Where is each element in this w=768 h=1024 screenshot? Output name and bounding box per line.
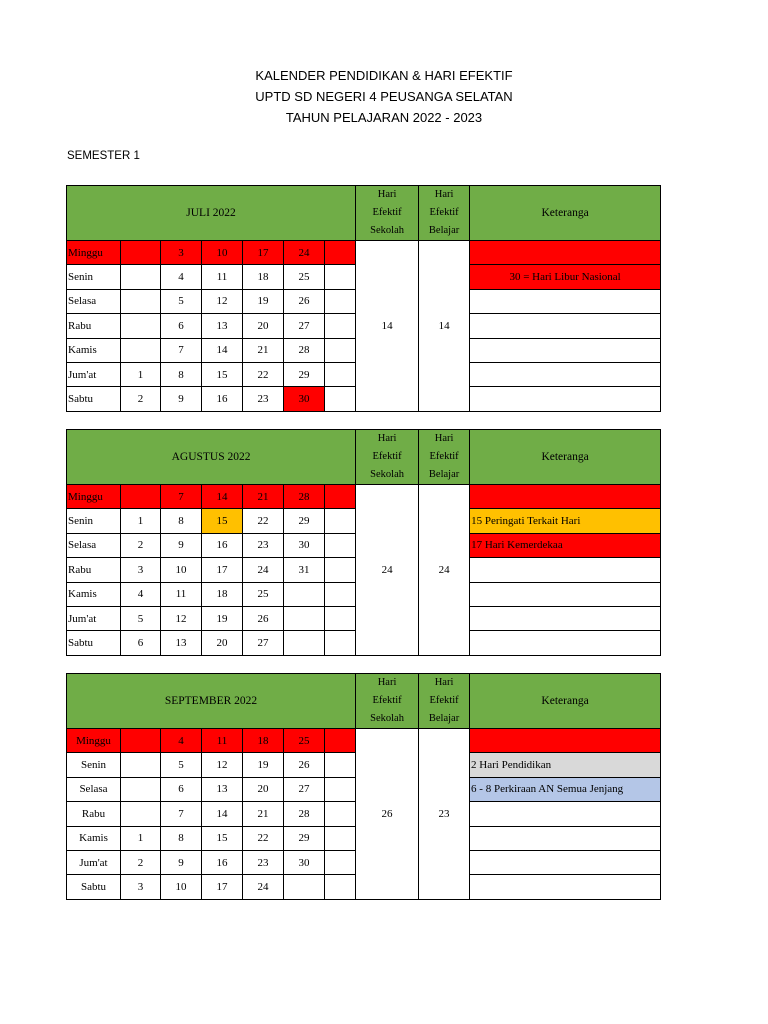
date-cell: 18	[243, 729, 284, 753]
date-cell	[325, 485, 356, 509]
date-cell: 20	[243, 314, 284, 338]
date-cell: 21	[243, 802, 284, 826]
day-name: Selasa	[67, 289, 121, 313]
note-cell	[470, 729, 661, 753]
date-cell: 6	[161, 777, 202, 801]
date-cell	[121, 485, 161, 509]
note-cell	[470, 875, 661, 899]
date-cell: 23	[243, 850, 284, 874]
day-name: Sabtu	[67, 631, 121, 655]
date-cell: 7	[161, 338, 202, 362]
date-cell: 22	[243, 362, 284, 386]
hari-efektif-sekolah-header: Hari Efektif Sekolah	[356, 674, 419, 729]
date-cell	[121, 289, 161, 313]
date-cell: 7	[161, 485, 202, 509]
note-cell	[470, 826, 661, 850]
date-cell: 5	[161, 289, 202, 313]
note-cell: 2 Hari Pendidikan	[470, 753, 661, 777]
date-cell: 10	[161, 558, 202, 582]
keterangan-header: Keteranga	[470, 186, 661, 241]
date-cell	[121, 802, 161, 826]
day-name: Rabu	[67, 314, 121, 338]
day-name: Rabu	[67, 802, 121, 826]
month-title: SEPTEMBER 2022	[67, 674, 356, 729]
date-cell: 22	[243, 509, 284, 533]
date-cell	[325, 289, 356, 313]
date-cell: 23	[243, 387, 284, 411]
date-cell	[325, 533, 356, 557]
date-cell: 19	[202, 606, 243, 630]
date-cell: 8	[161, 362, 202, 386]
date-cell: 1	[121, 362, 161, 386]
day-name: Kamis	[67, 338, 121, 362]
date-cell: 27	[284, 314, 325, 338]
date-cell: 2	[121, 850, 161, 874]
date-cell	[325, 362, 356, 386]
note-cell: 6 - 8 Perkiraan AN Semua Jenjang	[470, 777, 661, 801]
date-cell: 19	[243, 753, 284, 777]
day-name: Selasa	[67, 777, 121, 801]
note-cell	[470, 387, 661, 411]
date-cell: 31	[284, 558, 325, 582]
date-cell	[325, 606, 356, 630]
title-line-2: UPTD SD NEGERI 4 PEUSANGA SELATAN	[255, 89, 513, 104]
date-cell: 23	[243, 533, 284, 557]
date-cell	[325, 777, 356, 801]
note-cell	[470, 850, 661, 874]
date-cell: 17	[202, 875, 243, 899]
date-cell: 7	[161, 802, 202, 826]
hari-efektif-sekolah-value: 14	[356, 241, 419, 412]
note-cell: 17 Hari Kemerdekaa	[470, 533, 661, 557]
date-cell: 26	[243, 606, 284, 630]
date-cell: 26	[284, 289, 325, 313]
date-cell: 13	[161, 631, 202, 655]
date-cell	[325, 802, 356, 826]
hari-efektif-belajar-header: Hari Efektif Belajar	[419, 430, 470, 485]
date-cell: 3	[121, 875, 161, 899]
title-line-3: TAHUN PELAJARAN 2022 - 2023	[285, 110, 483, 125]
date-cell: 12	[161, 606, 202, 630]
note-cell	[470, 338, 661, 362]
date-cell: 1	[121, 826, 161, 850]
day-name: Senin	[67, 509, 121, 533]
date-cell: 15	[202, 362, 243, 386]
date-cell: 16	[202, 850, 243, 874]
date-cell: 9	[161, 387, 202, 411]
date-cell: 1	[121, 509, 161, 533]
date-cell: 19	[243, 289, 284, 313]
day-name: Selasa	[67, 533, 121, 557]
day-name: Jum'at	[67, 850, 121, 874]
date-cell: 25	[284, 729, 325, 753]
date-cell: 8	[161, 826, 202, 850]
date-cell: 8	[161, 509, 202, 533]
date-cell	[325, 338, 356, 362]
date-cell: 24	[243, 875, 284, 899]
day-name: Rabu	[67, 558, 121, 582]
date-cell	[325, 509, 356, 533]
date-cell: 21	[243, 338, 284, 362]
date-cell: 27	[284, 777, 325, 801]
date-cell: 30	[284, 387, 325, 411]
hari-efektif-belajar-header: Hari Efektif Belajar	[419, 186, 470, 241]
day-name: Jum'at	[67, 606, 121, 630]
day-name: Minggu	[67, 485, 121, 509]
date-cell: 20	[243, 777, 284, 801]
date-cell: 2	[121, 387, 161, 411]
date-cell: 16	[202, 387, 243, 411]
date-cell: 30	[284, 533, 325, 557]
date-cell: 13	[202, 314, 243, 338]
date-cell	[325, 826, 356, 850]
note-cell	[470, 485, 661, 509]
date-cell: 25	[284, 265, 325, 289]
header-row	[67, 674, 661, 729]
date-cell: 27	[243, 631, 284, 655]
date-cell: 9	[161, 850, 202, 874]
calendar-table-august	[66, 429, 661, 656]
date-cell: 12	[202, 753, 243, 777]
date-cell: 4	[161, 729, 202, 753]
date-cell: 24	[284, 241, 325, 265]
date-cell: 14	[202, 802, 243, 826]
date-cell	[325, 875, 356, 899]
date-cell	[284, 582, 325, 606]
calendar-table-september	[66, 673, 661, 900]
date-cell	[325, 753, 356, 777]
date-cell: 12	[202, 289, 243, 313]
date-cell	[325, 265, 356, 289]
date-cell	[121, 729, 161, 753]
semester-label: SEMESTER 1	[67, 150, 140, 162]
note-cell	[470, 606, 661, 630]
day-name: Senin	[67, 753, 121, 777]
date-cell: 28	[284, 485, 325, 509]
date-cell	[284, 606, 325, 630]
date-cell	[121, 241, 161, 265]
day-name: Minggu	[67, 241, 121, 265]
date-cell	[325, 631, 356, 655]
date-cell: 24	[243, 558, 284, 582]
hari-efektif-belajar-value: 23	[419, 729, 470, 900]
header-row	[67, 430, 661, 485]
header-row	[67, 186, 661, 241]
date-cell: 29	[284, 826, 325, 850]
date-cell: 28	[284, 802, 325, 826]
note-cell	[470, 289, 661, 313]
date-cell	[284, 631, 325, 655]
date-cell	[325, 387, 356, 411]
date-cell: 15	[202, 509, 243, 533]
date-cell: 21	[243, 485, 284, 509]
note-cell	[470, 582, 661, 606]
date-cell: 3	[161, 241, 202, 265]
hari-efektif-sekolah-header: Hari Efektif Sekolah	[356, 430, 419, 485]
hari-efektif-sekolah-header: Hari Efektif Sekolah	[356, 186, 419, 241]
date-cell	[325, 558, 356, 582]
date-cell	[121, 753, 161, 777]
date-cell: 18	[202, 582, 243, 606]
date-cell: 5	[161, 753, 202, 777]
date-cell	[121, 265, 161, 289]
hari-efektif-sekolah-value: 24	[356, 485, 419, 656]
date-cell: 3	[121, 558, 161, 582]
date-cell: 4	[121, 582, 161, 606]
table-row	[67, 241, 661, 265]
date-cell	[121, 777, 161, 801]
date-cell: 6	[121, 631, 161, 655]
date-cell	[325, 241, 356, 265]
date-cell: 11	[202, 265, 243, 289]
calendar-table-july	[66, 185, 661, 412]
date-cell	[325, 582, 356, 606]
date-cell	[121, 338, 161, 362]
day-name: Kamis	[67, 582, 121, 606]
note-cell	[470, 558, 661, 582]
date-cell	[325, 314, 356, 338]
date-cell: 11	[161, 582, 202, 606]
date-cell	[121, 314, 161, 338]
date-cell	[325, 729, 356, 753]
month-title: JULI 2022	[67, 186, 356, 241]
day-name: Sabtu	[67, 875, 121, 899]
date-cell: 22	[243, 826, 284, 850]
date-cell: 28	[284, 338, 325, 362]
note-cell	[470, 241, 661, 265]
date-cell: 15	[202, 826, 243, 850]
date-cell	[325, 850, 356, 874]
date-cell: 29	[284, 509, 325, 533]
date-cell: 13	[202, 777, 243, 801]
date-cell: 11	[202, 729, 243, 753]
date-cell: 25	[243, 582, 284, 606]
table-row	[67, 485, 661, 509]
day-name: Senin	[67, 265, 121, 289]
day-name: Minggu	[67, 729, 121, 753]
date-cell	[284, 875, 325, 899]
note-cell	[470, 362, 661, 386]
date-cell: 9	[161, 533, 202, 557]
note-cell	[470, 314, 661, 338]
hari-efektif-belajar-value: 24	[419, 485, 470, 656]
hari-efektif-belajar-header: Hari Efektif Belajar	[419, 674, 470, 729]
date-cell: 17	[243, 241, 284, 265]
hari-efektif-belajar-value: 14	[419, 241, 470, 412]
date-cell: 16	[202, 533, 243, 557]
keterangan-header: Keteranga	[470, 430, 661, 485]
day-name: Jum'at	[67, 362, 121, 386]
date-cell: 5	[121, 606, 161, 630]
note-cell: 15 Peringati Terkait Hari	[470, 509, 661, 533]
title-line-1: KALENDER PENDIDIKAN & HARI EFEKTIF	[255, 68, 513, 83]
document-title	[0, 65, 768, 128]
date-cell: 30	[284, 850, 325, 874]
date-cell: 17	[202, 558, 243, 582]
date-cell: 6	[161, 314, 202, 338]
date-cell: 4	[161, 265, 202, 289]
day-name: Kamis	[67, 826, 121, 850]
date-cell: 18	[243, 265, 284, 289]
date-cell: 10	[161, 875, 202, 899]
table-row	[67, 729, 661, 753]
note-cell: 30 = Hari Libur Nasional	[470, 265, 661, 289]
month-title: AGUSTUS 2022	[67, 430, 356, 485]
keterangan-header: Keteranga	[470, 674, 661, 729]
date-cell: 26	[284, 753, 325, 777]
date-cell: 14	[202, 485, 243, 509]
date-cell: 20	[202, 631, 243, 655]
date-cell: 2	[121, 533, 161, 557]
day-name: Sabtu	[67, 387, 121, 411]
date-cell: 29	[284, 362, 325, 386]
hari-efektif-sekolah-value: 26	[356, 729, 419, 900]
note-cell	[470, 631, 661, 655]
date-cell: 10	[202, 241, 243, 265]
date-cell: 14	[202, 338, 243, 362]
note-cell	[470, 802, 661, 826]
